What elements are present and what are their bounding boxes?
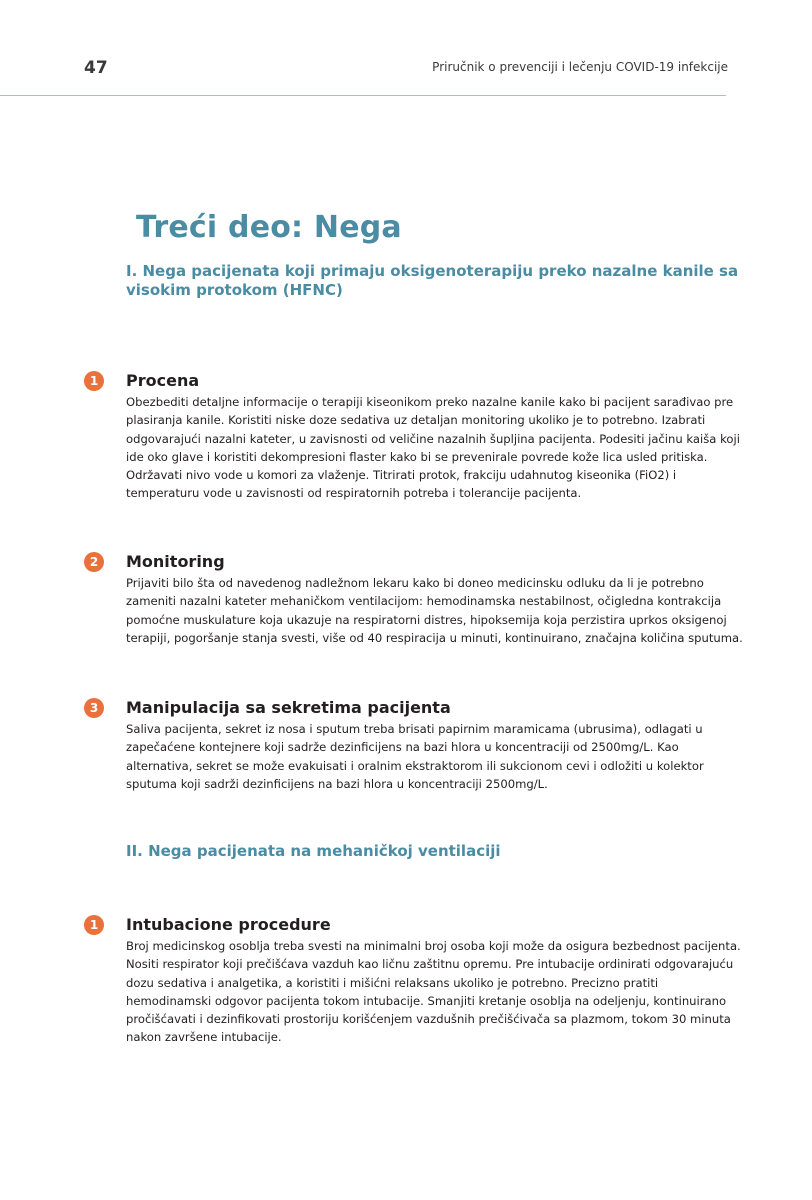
header-divider (0, 95, 726, 96)
item-number-badge: 1 (84, 371, 104, 391)
item-number-badge: 3 (84, 698, 104, 718)
item-body: Saliva pacijenta, sekret iz nosa i sputum treba brisati papirnim maramicama (ubrusima), odlagati u zapečaćene kontejnere koji sadrže dezinficijens na bazi hlora u koncentraciji od 2500mg/L. Kao alternativa, sekret se može evakuisati i oralnim ekstraktorom ili sukcionom cevi i odložiti u kolektor sputuma koji sadrži dezinficijens na bazi hlora u koncentraciji 2500mg/L. (126, 722, 704, 791)
item-title: Monitoring (126, 552, 225, 571)
item-number-badge: 1 (84, 915, 104, 935)
item-number-badge: 2 (84, 552, 104, 572)
item-body: Broj medicinskog osoblja treba svesti na minimalni broj osoba koji može da osigura bezbednost pacijenta. Nositi respirator koji prečišćava vazduh kao ličnu zaštitnu opremu. Pre intubacije ordinirati odgovarajuću dozu sedativa i analgetika, a koristiti i mišićni relaksans ukoliko je potrebno. Precizno pratiti hemodinamski odgovor pacijenta tokom intubacije. Smanjiti kretanje osoblja na odeljenju, kontinuirano pročišćavati i dezinfikovati prostoriju korišćenjem vazdušnih prečišćivača sa plazmom, tokom 30 minuta nakon završene intubacije. (126, 939, 741, 1045)
part-title: Treći deo: Nega (136, 210, 402, 245)
running-header-title: Priručnik o prevenciji i lečenju COVID-19 infekcije (432, 60, 728, 74)
page-number: 47 (84, 58, 108, 78)
section-heading-hfnc: I. Nega pacijenata koji primaju oksigenoterapiju preko nazalne kanile sa visokim protokom (HFNC) (126, 262, 739, 299)
item-title: Manipulacija sa sekretima pacijenta (126, 698, 451, 717)
item-title: Procena (126, 371, 200, 390)
item-body: Obezbediti detaljne informacije o terapiji kiseonikom preko nazalne kanile kako bi pacijent sarađivao pre plasiranja kanile. Koristiti niske doze sedativa uz detaljan monitoring ukoliko je to potrebno. Izabrati odgovarajući nazalni kateter, u zavisnosti od veličine nazalnih šupljina pacijenta. Podesiti jačinu kaiša koji ide oko glave i koristiti dekompresioni flaster kako bi se prevenirale povrede kože lica usled pritiska. Održavati nivo vode u komori za vlaženje. Titrirati protok, frakciju udahnutog kiseonika (FiO2) i temperaturu vode u zavisnosti od respiratornih potreba i tolerancije pacijenta. (126, 395, 740, 501)
item-body: Prijaviti bilo šta od navedenog nadležnom lekaru kako bi doneo medicinsku odluku da li je potrebno zameniti nazalni kateter mehaničkom ventilacijom: hemodinamska nestabilnost, očigledna kontrakcija pomoćne muskulature koja ukazuje na respiratorni distres, hipoksemija koja perzistira uprkos oksigenoj terapiji, pogoršanje stanja svesti, više od 40 respiracija u minuti, kontinuirano, značajna količina sputuma. (126, 576, 743, 645)
section-heading-mechanical-ventilation: II. Nega pacijenata na mehaničkoj ventilaciji (126, 842, 501, 860)
item-title: Intubacione procedure (126, 915, 331, 934)
